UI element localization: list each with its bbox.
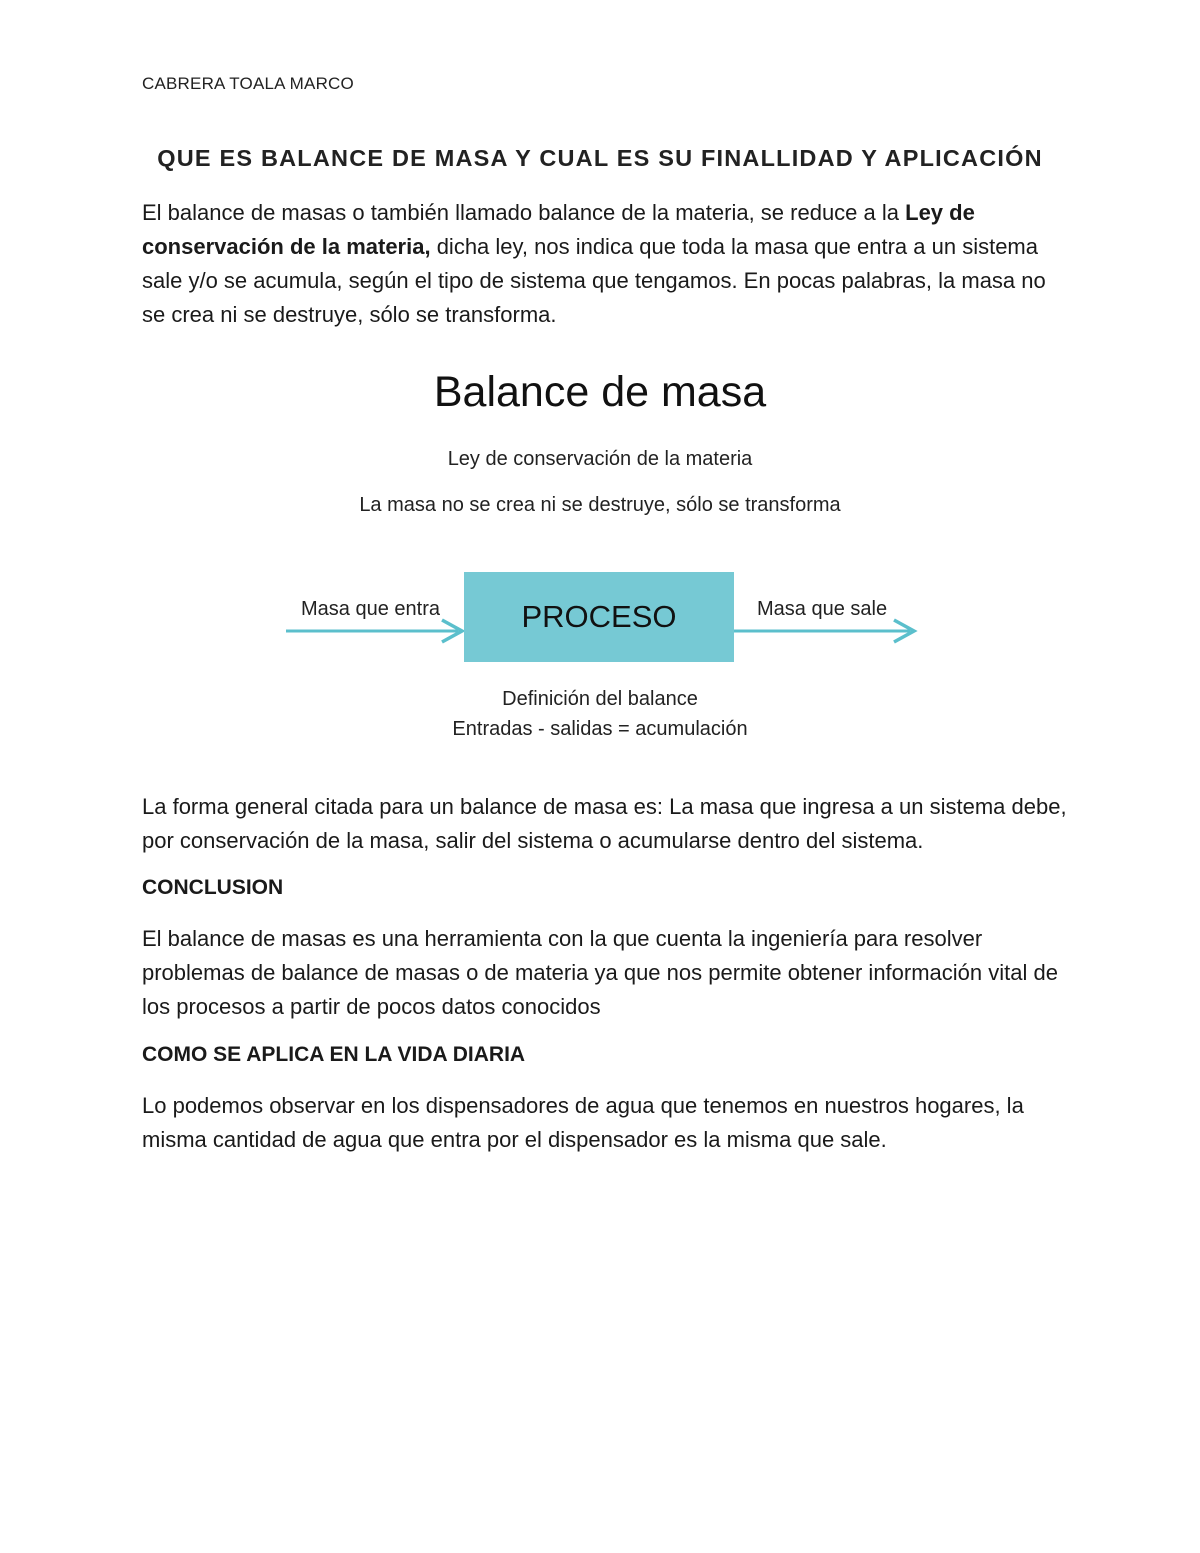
general-form-paragraph: La forma general citada para un balance de masa es: La masa que ingresa a un sistema debe, por conservación de la masa, salir del sistema o acumularse dentro del sistema. — [142, 794, 1067, 853]
author-header: CABRERA TOALA MARCO — [142, 74, 354, 93]
diagram-law: Ley de conservación de la materia — [447, 448, 753, 470]
mass-balance-diagram — [0, 360, 1200, 760]
process-box — [464, 572, 734, 662]
daily-life-paragraph: Lo podemos observar en los dispensadores de agua que tenemos en nuestros hogares, la misma cantidad de agua que entra por el dispensador es la misma que sale. — [142, 1093, 1024, 1152]
balance-definition: Definición del balance — [502, 688, 698, 710]
conclusion-heading: CONCLUSION — [142, 876, 284, 899]
intro-law-bold: Ley de conservación de la materia, — [142, 200, 975, 259]
daily-life-heading: COMO SE APLICA EN LA VIDA DIARIA — [142, 1043, 526, 1066]
intro-text-start: El balance de masas o también llamado balance de la materia, se reduce a la — [142, 200, 906, 225]
document-title: QUE ES BALANCE DE MASA Y CUAL ES SU FINALLIDAD Y APLICACIÓN — [157, 145, 1043, 171]
balance-equation: Entradas - salidas = acumulación — [452, 718, 748, 740]
input-label: Masa que entra — [301, 598, 440, 620]
output-label: Masa que sale — [757, 598, 888, 620]
conclusion-paragraph: El balance de masas es una herramienta con la que cuenta la ingeniería para resolver problemas de balance de masas o de materia ya que nos permite obtener información vital de los procesos a partir de pocos datos conocidos — [142, 926, 1058, 1019]
diagram-title: Balance de masa — [433, 368, 767, 416]
diagram-statement: La masa no se crea ni se destruye, sólo se transforma — [359, 494, 841, 516]
input-arrow — [286, 620, 462, 642]
intro-text-end: dicha ley, nos indica que toda la masa que entra a un sistema sale y/o se acumula, según el tipo de sistema que tengamos. En pocas palabras, la masa no se crea ni se destruye, sólo se transforma. — [142, 234, 1046, 327]
output-arrow — [734, 620, 914, 642]
intro-paragraph — [142, 196, 1072, 332]
process-label: PROCESO — [521, 599, 677, 634]
